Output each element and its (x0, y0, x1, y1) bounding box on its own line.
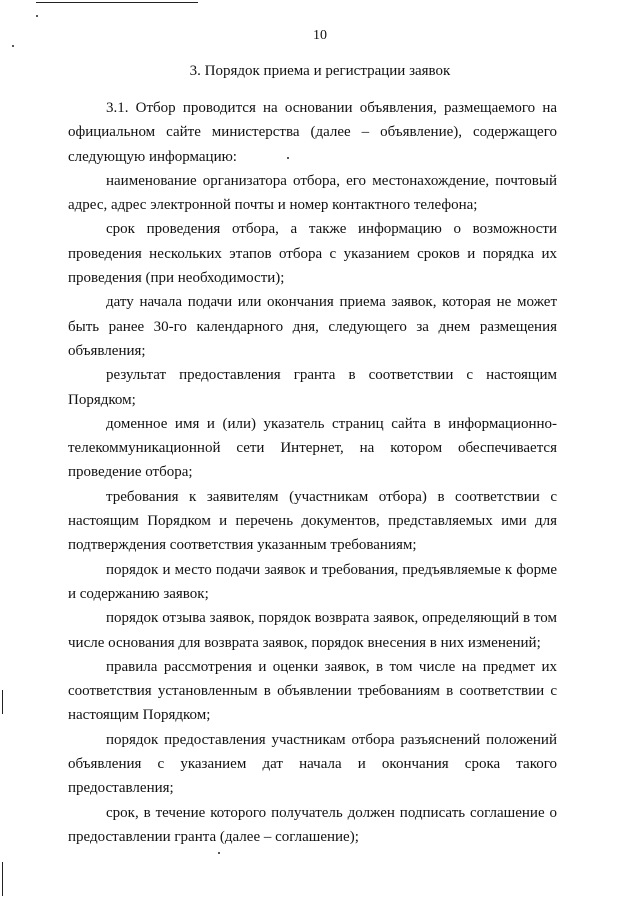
paragraph-review-rules: правила рассмотрения и оценки заявок, в том числе на предмет их соответствия установленным в объявлении требованиям в соответствии с настоящим Порядком; (68, 658, 557, 724)
paragraph-withdrawal-procedure: порядок отзыва заявок, порядок возврата заявок, определяющий в том числе основания для возврата заявок, порядок внесения в них изменений; (68, 610, 557, 651)
scan-mark (12, 45, 14, 47)
paragraph-submission-procedure: порядок и место подачи заявок и требования, предъявляемые к форме и содержанию заявок; (68, 561, 557, 602)
scan-mark (218, 852, 220, 854)
paragraph-grant-result: результат предоставления гранта в соответствии с настоящим Порядком; (68, 367, 557, 408)
paragraph-selection-basis: 3.1. Отбор проводится на основании объявления, размещаемого на официальном сайте министерства (далее – объявление), содержащего следующую информацию: (68, 100, 557, 165)
paragraph-application-dates: дату начала подачи или окончания приема заявок, которая не может быть ранее 30-го календарного дня, следующего за днем размещения объявления; (68, 294, 557, 359)
page-number: 10 (313, 28, 327, 43)
scan-top-rule (36, 2, 198, 3)
scan-edge-mark (2, 862, 3, 896)
paragraph-organizer-info: наименование организатора отбора, его местонахождение, почтовый адрес, адрес электронной почты и номер контактного телефона; (68, 172, 557, 214)
paragraph-applicant-requirements: требования к заявителям (участникам отбора) в соответствии с настоящим Порядком и перечень документов, представляемых ими для подтверждения соответствия указанным требованиям; (68, 488, 557, 554)
paragraph-domain-name: доменное имя и (или) указатель страниц сайта в информационно-телекоммуникационной сети Интернет, на котором обеспечивается проведение отбора; (68, 415, 557, 481)
section-title: 3. Порядок приема и регистрации заявок (189, 63, 451, 79)
scan-mark (36, 15, 38, 17)
document-body (68, 96, 557, 849)
paragraph-selection-period: срок проведения отбора, а также информацию о возможности проведения нескольких этапов отбора с указанием сроков и порядка их проведения (при необходимости); (68, 221, 557, 287)
paragraph-clarifications: порядок предоставления участникам отбора разъяснений положений объявления с указанием дат начала и окончания срока такого предоставления; (68, 731, 557, 797)
paragraph-agreement-deadline: срок, в течение которого получатель должен подписать соглашение о предоставлении гранта (далее – соглашение); (68, 804, 557, 845)
scan-edge-mark (2, 690, 3, 714)
